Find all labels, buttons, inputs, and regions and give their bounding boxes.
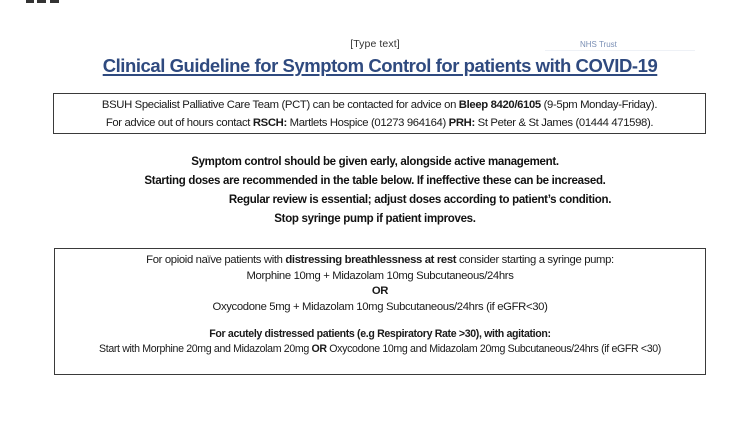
key-note: Regular review is essential; adjust doses according to patient’s condition. xyxy=(228,194,612,206)
acute-heading xyxy=(55,327,705,342)
page-title: Clinical Guideline for Symptom Control for patients with COVID-19 xyxy=(102,55,658,76)
acute-or-label: OR xyxy=(311,343,327,355)
contact-line-pct xyxy=(54,97,705,115)
acute-heading-text: For acutely distressed patients (e.g Respiratory Rate >30), with agitation: xyxy=(209,328,551,340)
dosing-intro xyxy=(55,253,705,269)
dosing-intro-text: For opioid naïve patients with xyxy=(146,254,286,266)
dosing-intro-tail: consider starting a syringe pump: xyxy=(456,254,614,266)
spacer xyxy=(55,315,705,327)
contact-box xyxy=(53,93,706,134)
dosing-option-morphine: Morphine 10mg + Midazolam 10mg Subcutaneous/24hrs xyxy=(246,269,514,282)
contact-text: BSUH Specialist Palliative Care Team (PCT) can be contacted for advice on xyxy=(101,99,459,111)
key-notes xyxy=(0,153,750,229)
dosing-option-oxycodone: Oxycodone 5mg + Midazolam 10mg Subcutaneous/24hrs (if eGFR<30) xyxy=(212,300,548,313)
rsch-contact: Martlets Hospice (01273 964164) xyxy=(286,116,449,129)
header-placeholder: [Type text] xyxy=(350,38,400,50)
clipped-page-number-fragment xyxy=(26,0,60,3)
dosing-or-label: OR xyxy=(371,285,389,297)
acute-dosing-line xyxy=(55,342,705,357)
header-rule xyxy=(545,50,695,51)
dosing-indication: distressing breathlessness at rest xyxy=(285,254,457,266)
contact-line-out-of-hours xyxy=(54,115,705,133)
header-nhs-trust: NHS Trust xyxy=(580,40,617,49)
site-label-prh: PRH: xyxy=(448,116,475,129)
acute-morphine-dose: Start with Morphine 20mg and Midazolam 20mg xyxy=(99,343,312,355)
key-note: Stop syringe pump if patient improves. xyxy=(274,213,476,225)
key-note: Symptom control should be given early, alongside active management. xyxy=(191,156,559,168)
dosing-box xyxy=(54,248,706,375)
acute-oxycodone-dose: Oxycodone 10mg and Midazolam 20mg Subcutaneous/24hrs (if eGFR <30) xyxy=(326,343,661,355)
prh-contact: St Peter & St James (01444 471598). xyxy=(474,116,654,129)
contact-hours: (9-5pm Monday-Friday). xyxy=(540,99,658,111)
contact-text: For advice out of hours contact xyxy=(105,116,253,129)
bleep-number: Bleep 8420/6105 xyxy=(458,99,541,111)
site-label-rsch: RSCH: xyxy=(252,116,287,129)
key-note: Starting doses are recommended in the table below. If ineffective these can be increased. xyxy=(144,175,606,187)
